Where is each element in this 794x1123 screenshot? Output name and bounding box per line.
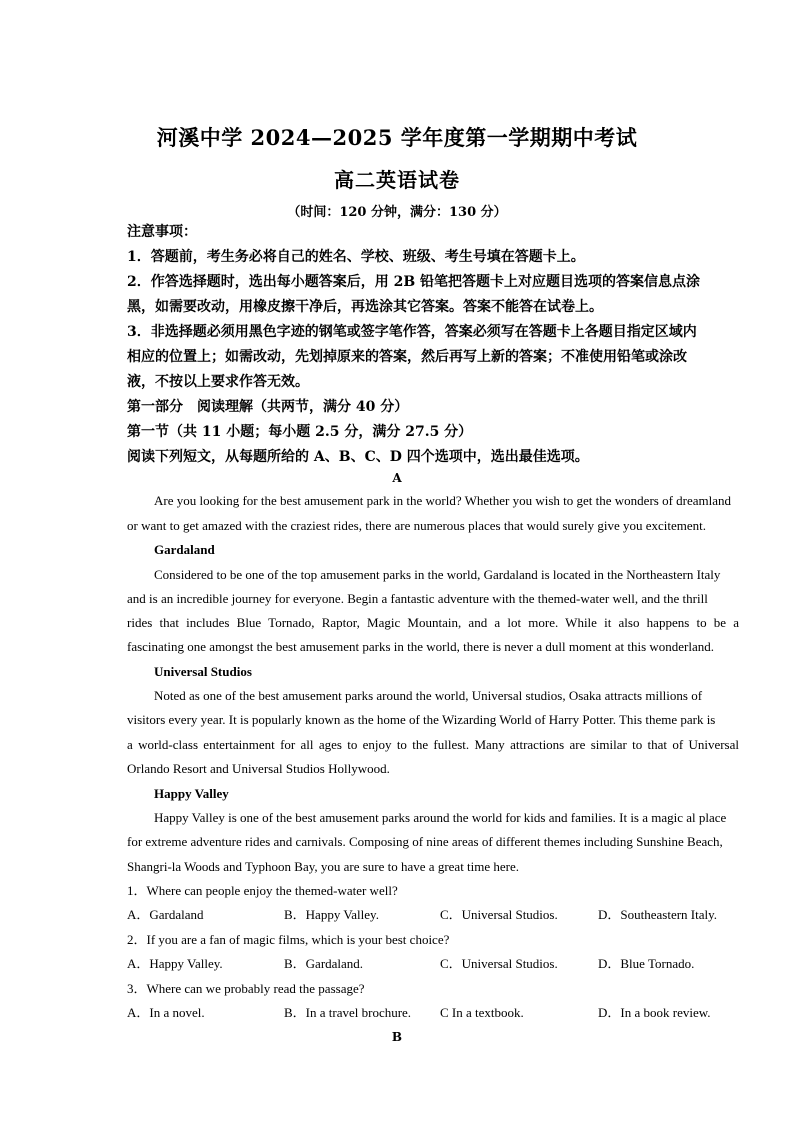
- gardaland-line: fascinating one amongst the best amusement parks in the world, there is never a dull moment at this wonderland.: [127, 639, 715, 654]
- universal-heading: Universal Studios: [154, 664, 252, 679]
- question-option: A．In a novel.: [127, 1005, 205, 1020]
- happy-valley-line: for extreme adventure rides and carnivals. Composing of nine areas of different themes including Sunshine Beach,: [127, 834, 723, 849]
- notes-line: 1．答题前，考生务必将自己的姓名、学校、班级、考生号填在答题卡上。: [127, 249, 585, 265]
- question-option: B．In a travel brochure.: [284, 1005, 412, 1020]
- notes-heading: 注意事项：: [127, 224, 197, 240]
- passage-a-intro-line: Are you looking for the best amusement park in the world? Whether you wish to get the wonders of dreamland: [154, 493, 732, 508]
- universal-line: Noted as one of the best amusement parks around the world, Universal studios, Osaka attracts millions of: [154, 688, 703, 703]
- question-option: C．Universal Studios.: [440, 956, 558, 971]
- gardaland-line: rides that includes Blue Tornado, Raptor, Magic Mountain, and a lot more. While it also happens to be a: [127, 615, 739, 630]
- question-stem: 2．If you are a fan of magic films, which is your best choice?: [127, 932, 450, 947]
- question-option: D．Southeastern Italy.: [598, 907, 718, 922]
- universal-line: a world-class entertainment for all ages to enjoy to the fullest. Many attractions are similar to that of Universal: [127, 737, 739, 752]
- question-option: C In a textbook.: [440, 1005, 524, 1020]
- universal-line: visitors every year. It is popularly known as the home of the Wizarding World of Harry Potter. This theme park is: [127, 712, 716, 727]
- question-option: D．Blue Tornado.: [598, 956, 695, 971]
- happy-valley-line: Shangri-la Woods and Typhoon Bay, you are sure to have a great time here.: [127, 859, 520, 874]
- exam-subtitle: 高二英语试卷: [334, 168, 460, 192]
- universal-line: Orlando Resort and Universal Studios Hollywood.: [127, 761, 390, 776]
- notes-line: 黑，如需要改动，用橡皮擦干净后，再选涂其它答案。答案不能答在试卷上。: [127, 299, 603, 315]
- question-option: B．Happy Valley.: [284, 907, 379, 922]
- notes-line: 2．作答选择题时，选出每小题答案后，用 2B 铅笔把答题卡上对应题目选项的答案信息点涂: [127, 274, 701, 290]
- exam-meta: （时间：120 分钟，满分：130 分）: [287, 205, 507, 220]
- question-stem: 1．Where can people enjoy the themed-water well?: [127, 883, 398, 898]
- notes-line: 相应的位置上；如需改动，先划掉原来的答案，然后再写上新的答案；不准使用铅笔或涂改: [127, 349, 687, 365]
- passage-a-intro-line: or want to get amazed with the craziest rides, there are numerous places that would surely give you excitement.: [127, 518, 707, 533]
- passage-a-letter: A: [392, 471, 402, 485]
- notes-line: 液，不按以上要求作答无效。: [127, 374, 309, 390]
- section-instruction: 阅读下列短文，从每题所给的 A、B、C、D 四个选项中，选出最佳选项。: [127, 449, 589, 465]
- gardaland-heading: Gardaland: [154, 542, 215, 557]
- question-option: D．In a book review.: [598, 1005, 711, 1020]
- question-option: C．Universal Studios.: [440, 907, 558, 922]
- question-option: A．Gardaland: [127, 907, 204, 922]
- notes-line: 3．非选择题必须用黑色字迹的钢笔或签字笔作答，答案必须写在答题卡上各题目指定区域内: [127, 324, 697, 340]
- question-stem: 3．Where can we probably read the passage?: [127, 981, 365, 996]
- happy-valley-heading: Happy Valley: [154, 786, 229, 801]
- part-title: 第一部分 阅读理解（共两节，满分 40 分）: [127, 399, 409, 415]
- passage-b-letter: B: [391, 1030, 403, 1044]
- section-title: 第一节（共 11 小题；每小题 2.5 分，满分 27.5 分）: [127, 424, 473, 440]
- happy-valley-line: Happy Valley is one of the best amusement parks around the world for kids and families. It is a magic al place: [154, 810, 727, 825]
- gardaland-line: Considered to be one of the top amusement parks in the world, Gardaland is located in the Northeastern Italy: [154, 567, 721, 582]
- question-option: A．Happy Valley.: [127, 956, 223, 971]
- exam-title: 河溪中学 2024—2025 学年度第一学期期中考试: [156, 125, 638, 150]
- gardaland-line: and is an incredible journey for everyone. Begin a fantastic adventure with the themed-water well, and the thrill: [127, 591, 708, 606]
- question-option: B．Gardaland.: [284, 956, 364, 971]
